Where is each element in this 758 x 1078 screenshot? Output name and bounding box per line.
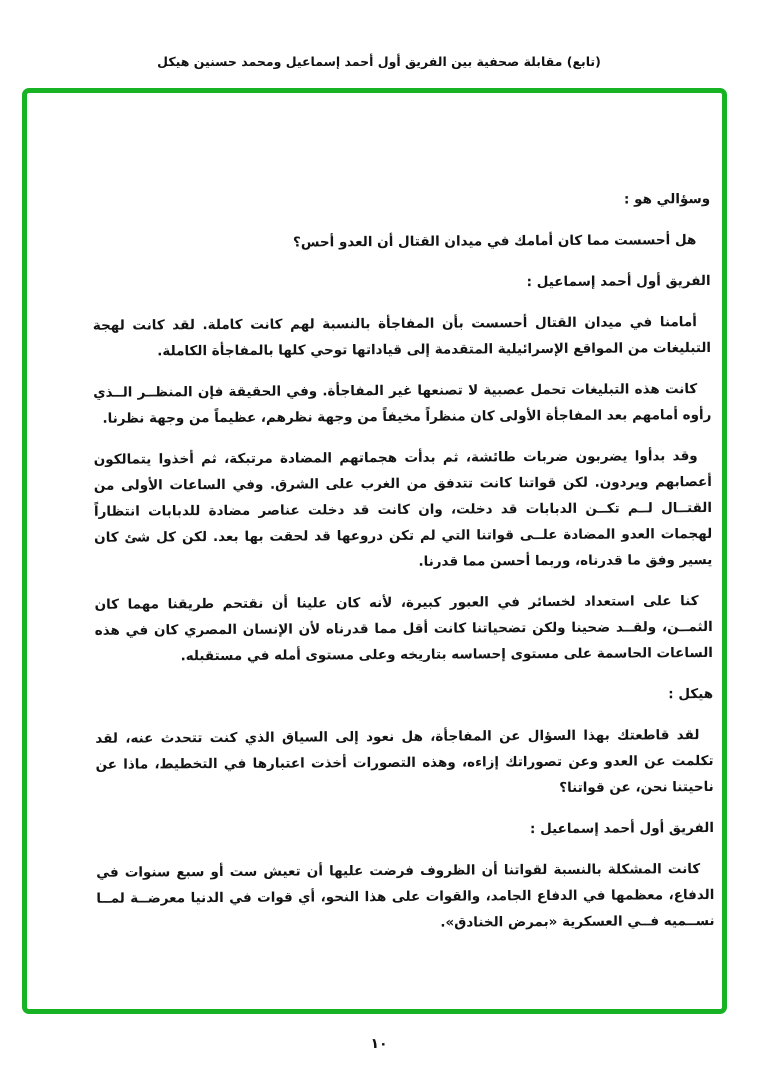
speaker-label: الفريق أول أحمد إسماعيل : — [526, 272, 711, 291]
page-header-title: (تابع) مقابلة صحفية بين الفريق أول أحمد إسماعيل ومحمد حسنين هيكل — [157, 54, 601, 69]
page-number: ١٠ — [370, 1036, 388, 1052]
paragraph: كانت هذه التبليغات تحمل عصبية لا تصنعها غير المفاجأة. وفي الحقيقة فإن المنظــر الــذي رأوه أمامهم بعد المفاجأة الأولى كان منظراً مخيفاً من وجهة نظرهم، عظيماً من وجهة نظرنا. — [93, 381, 712, 427]
paragraph: كانت المشكلة بالنسبة لقواتنا أن الظروف فرضت عليها أن تعيش ست أو سبع سنوات في الدفاع، معظمها في الدفاع الجامد، والقوات على هذا النحو، أي قوات في الدنيا معرضــة لمــا نســميه فــي العسكرية «بمرض الخنادق». — [96, 861, 715, 931]
paragraph: لقد قاطعتك بهذا السؤال عن المفاجأة، هل نعود إلى السياق الذي كنت تتحدث عنه، لقد تكلمت عن العدو وعن تصوراتك إزاءه، وهذه التصورات أخذت اعتبارها في التخطيط، ماذا عن ناحيتنا نحن، عن قواتنا؟ — [95, 727, 714, 796]
paragraph: أمامنا في ميدان القتال أحسست بأن المفاجأة بالنسبة لهم كانت كاملة. لقد كانت لهجة التبليغات من المواقع الإسرائيلية المتقدمة إلى قياداتها توحي كلها بالمفاجأة الكاملة. — [92, 314, 712, 360]
paragraphs — [92, 182, 715, 953]
paragraph: كنا على استعداد لخسائر في العبور كبيرة، لأنه كان علينا أن نقتحم طريقنا مهما كان الثمــن، ولقــد ضحينا ولكن تضحياتنا كانت أقل مما قدرناه لأن الإنسان المصري كان في هذه الساعات الحاسمة على مستوى إحساسه بتاريخه وعلى مستوى أمله في مستقبله. — [94, 593, 713, 665]
speaker-label: هيكل : — [668, 685, 714, 703]
paragraph: هل أحسست مما كان أمامك في ميدان القتال أن العدو أحس؟ — [292, 232, 697, 251]
paragraph: وقد بدأوا يضربون ضربات طائشة، ثم بدأت هجماتهم المضادة مرتبكة، ثم أخذوا يتمالكون أعصابهم ويردون. لكن قواتنا كانت تتدفق من الغرب على الشرق. وفي الساعات الأولى من القتــال لــم تكــن الدبابات قد دخلت، وان كانت قد دخلت عناصر مضادة للدبابات انتظاراً لهجمات العدو المضادة علــى قواتنا التي لم تكن دروعها قد لحقت بها بعد. لكن كل شئ كان يسير وفق ما قدرناه، وربما أحسن مما قدرنا. — [93, 448, 713, 570]
speaker-label: الفريق أول أحمد إسماعيل : — [529, 819, 714, 838]
speaker-label: وسؤالي هو : — [623, 190, 711, 208]
